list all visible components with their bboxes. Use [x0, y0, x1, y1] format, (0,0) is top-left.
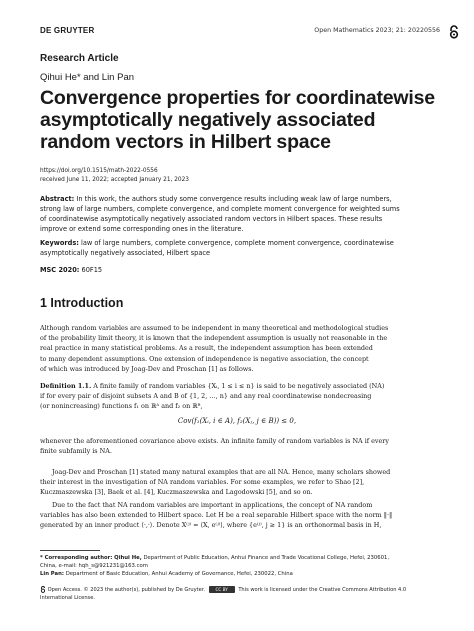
article-type: Research Article	[40, 53, 119, 64]
footnote-divider	[40, 550, 100, 551]
text-line: Joag-Dev and Proschan [1] stated many natural examples that are all NA. Hence, many scholars showed	[52, 468, 391, 476]
text-line: (or nonincreasing) functions f₁ on ℝᴬ and f₂ on ℝᴮ,	[40, 402, 203, 411]
abstract-label: Abstract:	[40, 195, 75, 203]
keywords-label: Keywords:	[40, 239, 79, 247]
text-line: generated by an inner product ⟨·,·⟩. Denote X⁽ʲ⁾ = ⟨X, e⁽ʲ⁾⟩, where {e⁽ʲ⁾, j ≥ 1} is an orthonormal basis in H,	[40, 521, 382, 530]
journal-citation: Open Mathematics 2023; 21: 20220556	[314, 27, 440, 34]
license-text: Open Access. © 2023 the author(s), published by De Gruyter.	[47, 587, 206, 593]
license-notice	[40, 586, 460, 602]
definition-label: Definition 1.1.	[40, 382, 92, 390]
text-line: variables has also been extended to Hilbert space. Let H be a real separable Hilbert space with the norm ‖·‖	[40, 511, 393, 520]
open-access-lock-icon	[40, 586, 46, 593]
definition-continuation	[40, 436, 440, 456]
covariance-formula: Cov(f₁(Xᵢ, i ∈ A), f₂(Xⱼ, j ∈ B)) ≤ 0,	[177, 417, 297, 425]
abstract-text: improve or extend some corresponding ones in the literature.	[40, 225, 244, 233]
paragraph-examples	[40, 467, 440, 498]
received-dates: received June 11, 2022; accepted January 21, 2023	[40, 177, 189, 183]
license-text: This work is licensed under the Creative Commons Attribution 4.0	[238, 587, 407, 593]
text-line: if for every pair of disjoint subsets A and B of {1, 2, …, n} and any real coordinatewise nondecreasing	[40, 392, 372, 401]
author-email: China, e-mail: hqh_s@921231@163.com	[40, 563, 148, 569]
second-author-label: Lin Pan:	[40, 571, 65, 577]
text-line: Due to the fact that NA random variables are important in applications, the concept of NA random	[52, 501, 373, 509]
author-list: Qihui He* and Lin Pan	[40, 72, 135, 83]
footnotes	[40, 554, 450, 578]
doi-link[interactable]: https://doi.org/10.1515/math-2022-0556	[40, 168, 158, 174]
title-line: random vectors in Hilbert space	[40, 131, 331, 153]
abstract-text: strong law of large numbers, complete convergence, and complete moment convergence for weighted sums	[40, 205, 400, 213]
text-line: their interest in the investigation of NA random variables. For some examples, we refer to Shao [2],	[40, 478, 365, 487]
text-line: to many dependent assumptions. One extension of independence is negative association, the concept	[40, 354, 369, 363]
abstract	[40, 194, 440, 234]
text-line: real practice in many statistical problems. As a result, the independent assumption has been extended	[40, 344, 373, 353]
keywords	[40, 238, 440, 258]
license-text: International License.	[40, 595, 95, 601]
text-line: Kuczmaszewska [3], Baek et al. [4], Kuczmaszewska and Lagodowski [5], and so on.	[40, 488, 313, 497]
cc-by-badge[interactable]: CC BY	[209, 586, 235, 593]
article-metadata	[40, 167, 189, 185]
text-line: Department of Basic Education, Anhui Academy of Governance, Hefei, 230022, China	[65, 571, 293, 577]
text-line: A finite family of random variables {Xᵢ, 1 ≤ i ≤ n} is said to be negatively associated (NA)	[93, 382, 385, 390]
text-line: whenever the aforementioned covariance above exists. An infinite family of random variables is NA if every	[40, 437, 389, 445]
intro-paragraph	[40, 323, 440, 374]
text-line: Although random variables are assumed to be independent in many theoretical and methodological studies	[40, 324, 389, 332]
section-heading: 1 Introduction	[40, 296, 124, 310]
definition-block	[40, 381, 440, 412]
text-line: of the probability limit theory, it is known that the independent assumption is usually not reasonable in the	[40, 334, 388, 343]
open-access-lock-icon	[448, 25, 460, 39]
msc-label: MSC 2020:	[40, 266, 80, 274]
abstract-text: of coordinatewise asymptotically negatively associated random vectors in Hilbert spaces. These results	[40, 215, 383, 223]
corresponding-author-label: * Corresponding author: Qihui He,	[40, 555, 142, 561]
article-title	[40, 87, 460, 153]
title-line: Convergence properties for coordinatewise	[40, 87, 435, 109]
msc-classification	[40, 266, 102, 274]
keywords-text: asymptotically negatively associated, Hilbert space	[40, 249, 211, 257]
text-line: of which was introduced by Joag-Dev and Proschan [1] as follows.	[40, 364, 254, 373]
text-line: finite subfamily is NA.	[40, 447, 112, 456]
page-header	[40, 26, 460, 40]
title-line: asymptotically negatively associated	[40, 109, 376, 131]
paragraph-hilbert	[40, 500, 440, 531]
publisher-name: DE GRUYTER	[40, 26, 95, 35]
msc-value: 60F15	[81, 266, 103, 274]
text-line: Department of Public Education, Anhui Finance and Trade Vocational College, Hefei, 230601,	[143, 555, 390, 561]
abstract-text: In this work, the authors study some convergence results including weak law of large numbers,	[76, 195, 392, 203]
keywords-text: law of large numbers, complete convergence, complete moment convergence, coordinatewise	[81, 239, 394, 247]
